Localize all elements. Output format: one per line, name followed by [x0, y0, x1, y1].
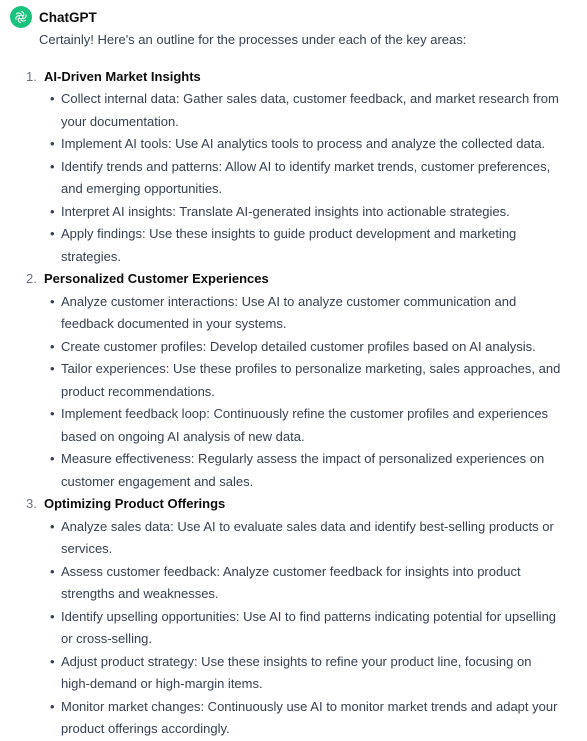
bullet-item: [44, 156, 587, 201]
bullet-item: [44, 88, 587, 133]
bullet-text: Identify upselling opportunities: Use AI to find patterns indicating potential for upselling or cross-selling.: [61, 608, 557, 646]
bullet-list: [44, 88, 587, 268]
bullet-dot: •: [50, 91, 55, 106]
bullet-text: Implement feedback loop: Continuously refine the customer profiles and experiences based on ongoing AI analysis of new data.: [61, 406, 549, 444]
section-number: 1.: [26, 68, 37, 84]
bullet-text: Identify trends and patterns: Allow AI to identify market trends, customer preferences, and emerging opportunities.: [61, 158, 551, 196]
bullet-list: [44, 291, 587, 494]
bullet-dot: •: [50, 406, 55, 421]
openai-logo-icon: [10, 6, 32, 28]
bullet-item: [44, 201, 587, 224]
bullet-text: Monitor market changes: Continuously use AI to monitor market trends and adapt your product offerings accordingly.: [61, 698, 558, 736]
section-item: [0, 268, 587, 493]
bullet-item: [44, 606, 587, 651]
section-item: [0, 66, 587, 269]
bullet-dot: •: [50, 293, 55, 309]
bullet-dot: •: [50, 608, 55, 624]
bullet-item: [44, 516, 587, 561]
bullet-dot: •: [50, 158, 55, 174]
message-header: [10, 6, 97, 28]
bullet-text: Implement AI tools: Use AI analytics tools to process and analyze the collected data.: [61, 136, 546, 151]
bullet-item: [44, 223, 587, 268]
bullet-text: Apply findings: Use these insights to guide product development and marketing strategies.: [61, 226, 517, 264]
bullet-dot: •: [50, 563, 55, 579]
intro-text: Certainly! Here's an outline for the processes under each of the key areas:: [39, 32, 467, 47]
section-number: 2.: [26, 271, 37, 286]
message-body: [0, 29, 587, 741]
bullet-text: Tailor experiences: Use these profiles to personalize marketing, sales approaches, and product recommendations.: [61, 361, 561, 399]
bullet-dot: •: [50, 338, 55, 354]
bullet-text: Interpret AI insights: Translate AI-generated insights into actionable strategies.: [61, 203, 510, 219]
section-number: 3.: [26, 496, 37, 511]
bullet-item: [44, 561, 587, 606]
bullet-item: [44, 403, 587, 448]
bullet-dot: •: [50, 361, 55, 376]
bullet-item: [44, 696, 587, 741]
bullet-text: Analyze sales data: Use AI to evaluate sales data and identify best-selling products or services.: [61, 518, 554, 556]
bullet-dot: •: [50, 653, 55, 669]
bullet-dot: •: [50, 203, 55, 219]
section-item: [0, 493, 587, 741]
bullet-item: [44, 358, 587, 403]
bullet-text: Collect internal data: Gather sales data, customer feedback, and market research from your documentation.: [61, 91, 559, 129]
bullet-text: Create customer profiles: Develop detailed customer profiles based on AI analysis.: [61, 338, 536, 354]
bullet-item: [44, 336, 587, 359]
bullet-item: [44, 291, 587, 336]
bullet-dot: •: [50, 226, 55, 241]
bullet-text: Adjust product strategy: Use these insights to refine your product line, focusing on high-demand or high-margin items.: [61, 653, 532, 691]
section-title: Personalized Customer Experiences: [44, 271, 269, 286]
bullet-item: [44, 448, 587, 493]
bullet-item: [44, 133, 587, 156]
bullet-dot: •: [50, 136, 55, 151]
bullet-text: Assess customer feedback: Analyze customer feedback for insights into product strengths and weaknesses.: [61, 563, 521, 601]
bullet-item: [44, 651, 587, 696]
bullet-list: [44, 516, 587, 741]
author-name: ChatGPT: [39, 9, 97, 25]
bullet-text: Measure effectiveness: Regularly assess the impact of personalized experiences on customer engagement and sales.: [61, 451, 545, 489]
bullet-dot: •: [50, 698, 55, 714]
bullet-dot: •: [50, 451, 55, 466]
bullet-text: Analyze customer interactions: Use AI to analyze customer communication and feedback documented in your systems.: [61, 293, 517, 331]
section-list: [0, 66, 587, 741]
section-title: AI-Driven Market Insights: [44, 68, 201, 84]
bullet-dot: •: [50, 518, 55, 534]
section-title: Optimizing Product Offerings: [44, 496, 226, 511]
